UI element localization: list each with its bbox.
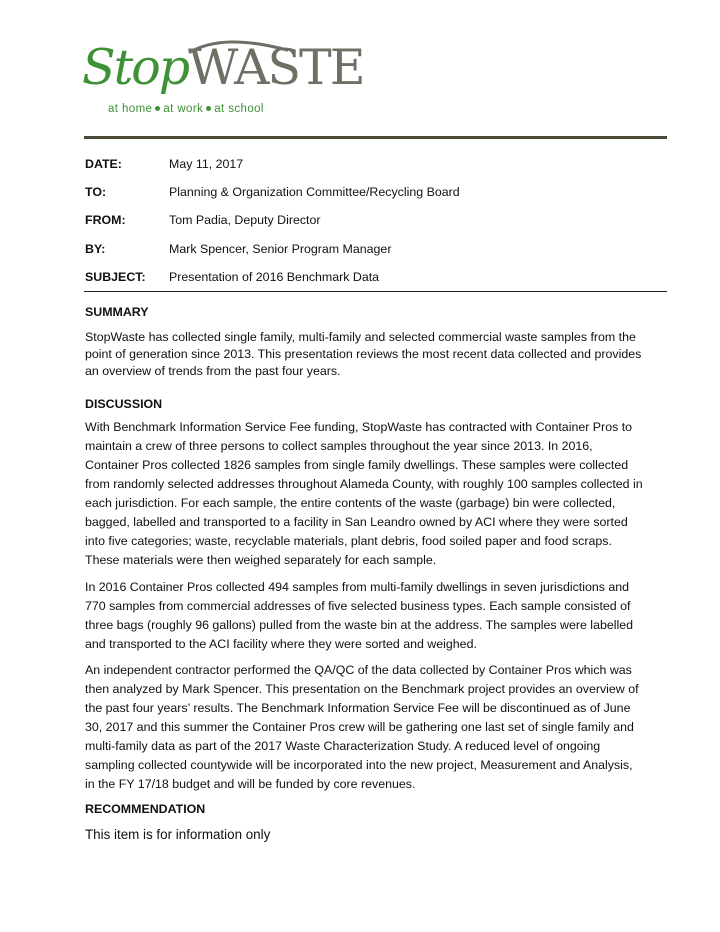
subject-divider xyxy=(84,291,667,292)
to-label: TO: xyxy=(85,185,107,199)
logo-tagline: at home at work at school xyxy=(108,103,264,115)
discussion-paragraph-3: An independent contractor performed the QA/QC of the data collected by Container Pros which was then analyzed by Mark Spencer. This presentation on the Benchmark project provides an overview of the past four years’ results. The Benchmark Information Service Fee will be discontinued as of June 30, 2017 and this summer the Container Pros crew will be gathering one last set of single family and multi-family data as part of the 2017 Waste Characterization Study. A reduced level of ongoing sampling collected countywide will be incorporated into the new project, Measurement and Analysis, in the FY 17/18 budget and will be funded by core revenues. xyxy=(85,663,639,791)
stopwaste-logo xyxy=(82,36,364,126)
header-divider xyxy=(84,136,667,139)
bullet-icon xyxy=(206,106,211,111)
logo-stop: Stop xyxy=(82,39,189,96)
subject-value: Presentation of 2016 Benchmark Data xyxy=(169,270,380,284)
logo-waste: WASTE xyxy=(188,39,364,96)
by-label: BY: xyxy=(85,242,106,256)
from-value: Tom Padia, Deputy Director xyxy=(169,213,321,227)
by-value: Mark Spencer, Senior Program Manager xyxy=(169,242,392,256)
recommendation-heading: RECOMMENDATION xyxy=(85,802,206,816)
discussion-paragraph-1: With Benchmark Information Service Fee funding, StopWaste has contracted with Container Pros to maintain a crew of three persons to collect samples throughout the year since 2013. In 2016, Container Pros collected 1826 samples from single family dwellings. These samples were collected from randomly selected addresses throughout Alameda County, with roughly 100 samples collected in each jurisdiction. For each sample, the entire contents of the waste (garbage) bin were collected, bagged, labelled and transported to a facility in San Leandro owned by ACI where they were sorted into five categories; waste, recyclable materials, plant debris, food soiled paper and food scraps. These materials were then weighed separately for each sample. xyxy=(85,420,643,567)
recommendation-text: This item is for information only xyxy=(85,827,271,842)
from-label: FROM: xyxy=(85,213,126,227)
subject-label: SUBJECT: xyxy=(85,270,146,284)
discussion-paragraph-2: In 2016 Container Pros collected 494 samples from multi-family dwellings in seven jurisdictions and 770 samples from commercial addresses of five selected business types. Each sample consisted of three bags (roughly 96 gallons) pulled from the waste bin at the address. The samples were labelled and transported to the ACI facility where they were sorted and weighed. xyxy=(85,580,634,651)
summary-heading: SUMMARY xyxy=(85,305,149,319)
date-value: May 11, 2017 xyxy=(169,157,244,171)
logo-wordmark xyxy=(82,36,363,100)
to-value: Planning & Organization Committee/Recycling Board xyxy=(169,185,460,199)
bullet-icon xyxy=(155,106,160,111)
date-label: DATE: xyxy=(85,157,122,171)
summary-text: StopWaste has collected single family, multi-family and selected commercial waste samples from the point of generation since 2013. This presentation reviews the most recent data collected and provides an overview of trends from the past four years. xyxy=(85,330,642,378)
discussion-heading: DISCUSSION xyxy=(85,397,163,411)
